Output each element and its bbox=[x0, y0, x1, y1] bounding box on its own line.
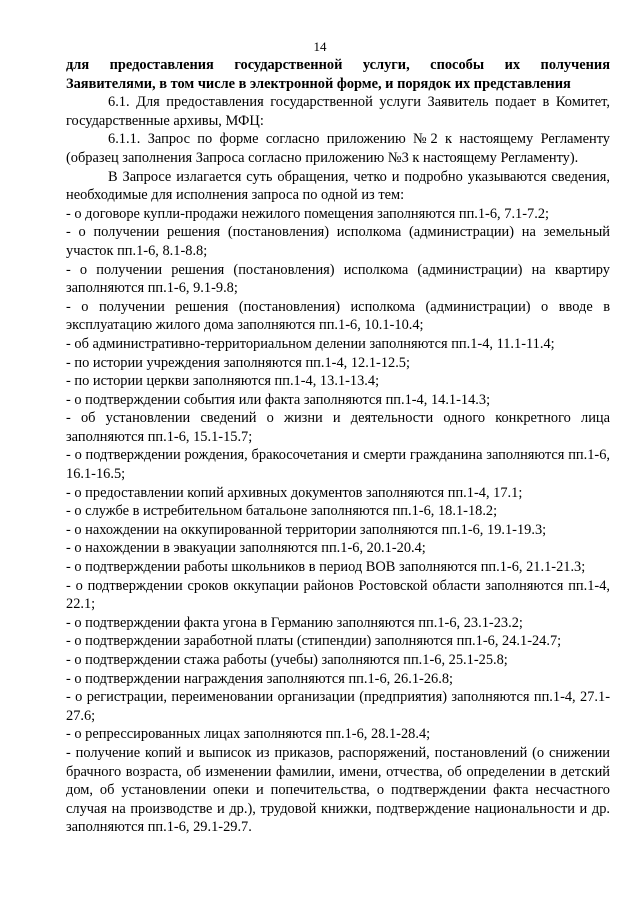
list-item: - о подтверждении стажа работы (учебы) заполняются пп.1-6, 25.1-25.8; bbox=[66, 652, 508, 668]
list-item: - о нахождении на оккупированной территории заполняются пп.1-6, 19.1-19.3; bbox=[66, 521, 547, 538]
topic-list bbox=[66, 205, 610, 837]
list-item: - о предоставлении копий архивных документов заполняются пп.1-4, 17.1; bbox=[66, 484, 523, 501]
list-item: - о регистрации, переименовании организации (предприятия) заполняются пп.1-4, 27.1-27.6; bbox=[66, 689, 610, 724]
section-heading-line-1: для предоставления государственной услуги, способы их получения bbox=[66, 57, 610, 73]
list-item: - о репрессированных лицах заполняются пп.1-6, 28.1-28.4; bbox=[66, 726, 431, 743]
list-item: - о нахождении в эвакуации заполняются пп.1-6, 20.1-20.4; bbox=[66, 540, 426, 557]
section-heading-line-2: Заявителями, в том числе в электронной форме, и порядок их представления bbox=[66, 75, 571, 92]
list-item: - по истории церкви заполняются пп.1-4, 13.1-13.4; bbox=[66, 373, 380, 390]
list-item: - о подтверждении награждения заполняются пп.1-6, 26.1-26.8; bbox=[66, 670, 454, 687]
paragraph-6-1-1: 6.1.1. Запрос по форме согласно приложению №2 к настоящему Регламенту (образец заполнения Запроса согласно приложению №3 к настоящему Регламенту). bbox=[66, 131, 610, 166]
list-item: - о службе в истребительном батальоне заполняются пп.1-6, 18.1-18.2; bbox=[66, 503, 498, 520]
list-item: - об установлении сведений о жизни и деятельности одного конкретного лица заполняются пп.1-6, 15.1-15.7; bbox=[66, 410, 610, 445]
list-item: - о подтверждении сроков оккупации районов Ростовской области заполняются пп.1-4, 22.1; bbox=[66, 577, 610, 613]
list-item: - о подтверждении заработной платы (стипендии) заполняются пп.1-6, 24.1-24.7; bbox=[66, 633, 562, 650]
request-intro-paragraph: В Запросе излагается суть обращения, четко и подробно указываются сведения, необходимые для исполнения запроса по одной из тем: bbox=[66, 168, 610, 204]
list-item: - о получении решения (постановления) исполкома (администрации) о вводе в эксплуатацию жилого дома заполняются пп.1-6, 10.1-10.4; bbox=[66, 298, 610, 334]
document-body bbox=[66, 56, 610, 837]
list-item: - о подтверждении работы школьников в период ВОВ заполняются пп.1-6, 21.1-21.3; bbox=[66, 559, 586, 576]
list-item: - о получении решения (постановления) исполкома (администрации) на квартиру заполняются пп.1-6, 9.1-9.8; bbox=[66, 261, 610, 297]
list-item: - по истории учреждения заполняются пп.1-4, 12.1-12.5; bbox=[66, 354, 411, 371]
paragraph-6-1: 6.1. Для предоставления государственной услуги Заявитель подает в Комитет, государственные архивы, МФЦ: bbox=[66, 94, 610, 129]
page-number: 14 bbox=[313, 39, 327, 54]
list-item: - о подтверждении факта угона в Германию заполняются пп.1-6, 23.1-23.2; bbox=[66, 614, 523, 631]
list-item: - о договоре купли-продажи нежилого помещения заполняются пп.1-6, 7.1-7.2; bbox=[66, 205, 550, 222]
list-item: - о подтверждении рождения, бракосочетания и смерти гражданина заполняются пп.1-6, 16.1-16.5; bbox=[66, 447, 610, 483]
list-item: - о получении решения (постановления) исполкома (администрации) на земельный участок пп.1-6, 8.1-8.8; bbox=[66, 224, 610, 259]
list-item: - об административно-территориальном делении заполняются пп.1-4, 11.1-11.4; bbox=[66, 335, 555, 352]
list-item: - получение копий и выписок из приказов, распоряжений, постановлений (о снижении брачного возраста, об изменении фамилии, имени, отчества, об определении в детский дом, об установлении опеки и попечительства, о подтверждении факта несчастного случая на производстве и др.), трудовой книжки, подтверждение национальности и др. заполняются пп.1-6, 29.1-29.7. bbox=[66, 744, 610, 836]
list-item: - о подтверждении события или факта заполняются пп.1-4, 14.1-14.3; bbox=[66, 391, 491, 408]
